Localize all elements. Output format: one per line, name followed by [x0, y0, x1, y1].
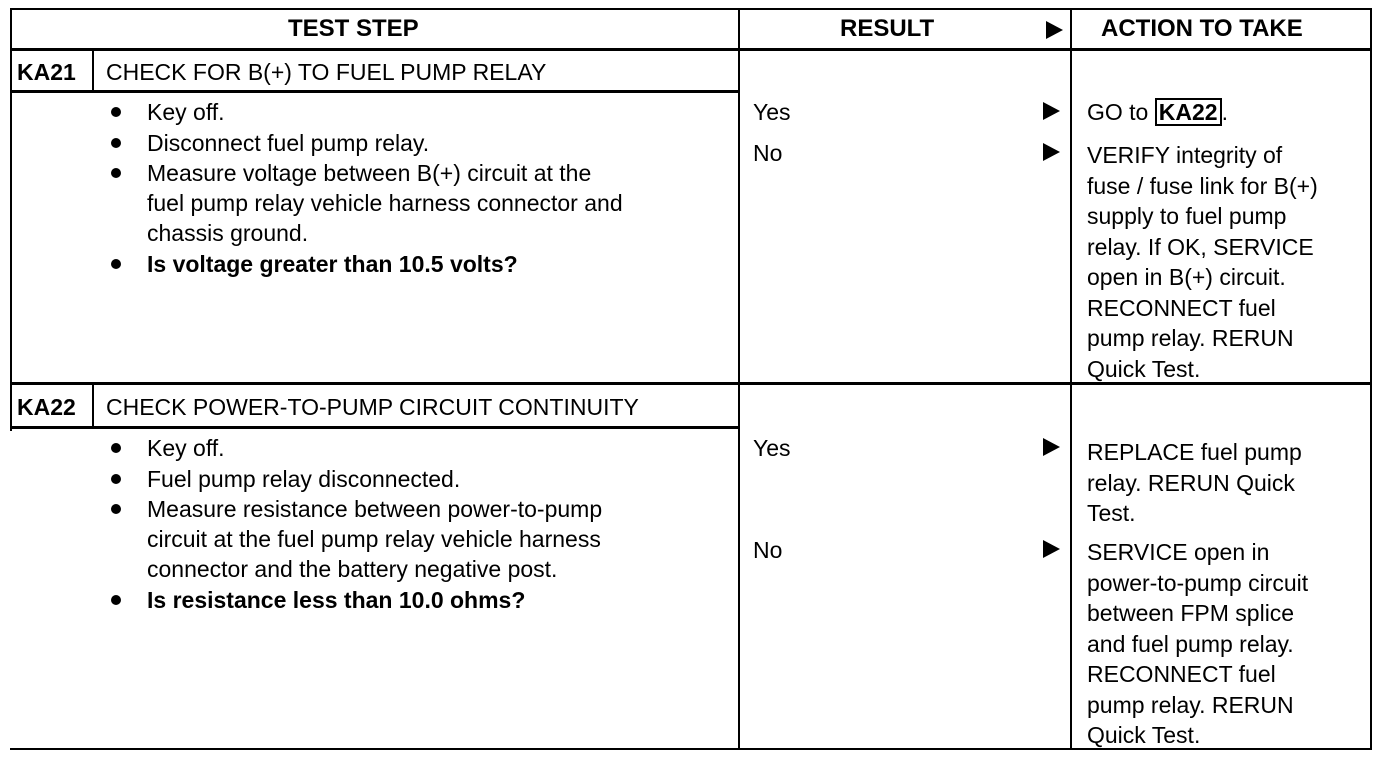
instruction-ka21-3c: chassis ground.: [147, 220, 309, 246]
action-line: Test.: [1087, 500, 1136, 526]
bullet-icon: [111, 504, 121, 514]
header-arrow-icon: [1046, 21, 1063, 39]
instruction-ka21-1: Key off.: [147, 99, 225, 125]
instruction-ka21-2: Disconnect fuel pump relay.: [147, 130, 430, 156]
result-yes-ka22: Yes: [753, 435, 791, 461]
right-pointing-triangle-icon: [1043, 102, 1060, 120]
question-ka22: Is resistance less than 10.0 ohms?: [147, 587, 526, 613]
action-prefix: GO to: [1087, 99, 1155, 125]
action-line: pump relay. RERUN: [1087, 691, 1294, 718]
action-line: between FPM splice: [1087, 600, 1295, 626]
header-result: RESULT: [840, 15, 935, 42]
table-right-border: [1370, 8, 1372, 750]
instruction-ka21-3: Measure voltage between B(+) circuit at the: [147, 160, 592, 186]
bullet-icon: [111, 107, 121, 117]
instruction-ka22-3c: connector and the battery negative post.: [147, 556, 558, 582]
right-pointing-triangle-icon: [1043, 438, 1060, 456]
right-pointing-triangle-icon: [1043, 540, 1060, 558]
step-id-ka21: KA21: [17, 59, 76, 85]
action-line: RECONNECT fuel: [1087, 294, 1276, 321]
action-column-divider: [1070, 8, 1072, 750]
result-column-divider: [738, 8, 740, 750]
action-line: REPLACE fuel pump: [1087, 439, 1302, 465]
header-bottom-border: [10, 48, 1372, 51]
action-line: power-to-pump circuit: [1087, 569, 1309, 596]
table-left-border-lower: [10, 383, 12, 431]
action-line: VERIFY integrity of: [1087, 142, 1283, 168]
result-yes-ka21: Yes: [753, 99, 791, 125]
instruction-ka22-3b: circuit at the fuel pump relay vehicle harness: [147, 526, 601, 552]
bullet-icon: [111, 168, 121, 178]
action-yes-ka21: [1087, 97, 1228, 127]
action-line: and fuel pump relay.: [1087, 630, 1294, 657]
result-no-ka22: No: [753, 537, 783, 563]
title-bottom-ka22: [10, 426, 740, 429]
action-line: open in B(+) circuit.: [1087, 264, 1286, 290]
instruction-ka22-2: Fuel pump relay disconnected.: [147, 466, 461, 492]
title-bottom-ka21: [10, 90, 740, 93]
action-line: relay. RERUN Quick: [1087, 469, 1295, 496]
bullet-icon: [111, 138, 121, 148]
table-left-border: [10, 8, 12, 383]
action-line: relay. If OK, SERVICE: [1087, 233, 1314, 260]
action-yes-ka22: [1087, 437, 1302, 529]
step-title-ka22: CHECK POWER-TO-PUMP CIRCUIT CONTINUITY: [106, 394, 639, 420]
action-line: RECONNECT fuel: [1087, 661, 1276, 687]
instruction-ka21-3b: fuel pump relay vehicle harness connector and: [147, 190, 623, 216]
instruction-ka22-1: Key off.: [147, 435, 225, 461]
id-divider-ka22: [92, 385, 94, 427]
id-divider-ka21: [92, 51, 94, 91]
header-action: ACTION TO TAKE: [1101, 15, 1303, 42]
diagnostic-table: [10, 8, 1372, 750]
action-line: pump relay. RERUN: [1087, 325, 1294, 351]
right-pointing-triangle-icon: [1043, 143, 1060, 161]
action-line: Quick Test.: [1087, 722, 1201, 748]
action-line: supply to fuel pump: [1087, 203, 1287, 229]
bullet-icon: [111, 443, 121, 453]
action-line: fuse / fuse link for B(+): [1087, 172, 1318, 199]
table-top-border: [10, 8, 1372, 10]
bullet-icon: [111, 595, 121, 605]
step-title-ka21: CHECK FOR B(+) TO FUEL PUMP RELAY: [106, 59, 547, 85]
result-no-ka21: No: [753, 140, 783, 166]
action-suffix: .: [1221, 99, 1228, 125]
step-reference-ka22: KA22: [1155, 98, 1222, 126]
bullet-icon: [111, 259, 121, 269]
action-line: Quick Test.: [1087, 355, 1201, 382]
question-ka21: Is voltage greater than 10.5 volts?: [147, 251, 518, 277]
header-test-step: TEST STEP: [288, 15, 419, 42]
instruction-ka22-3: Measure resistance between power-to-pump: [147, 496, 603, 522]
action-no-ka22: [1087, 537, 1308, 751]
step-id-ka22: KA22: [17, 394, 76, 420]
action-no-ka21: [1087, 140, 1318, 384]
bullet-icon: [111, 474, 121, 484]
action-line: SERVICE open in: [1087, 539, 1270, 565]
